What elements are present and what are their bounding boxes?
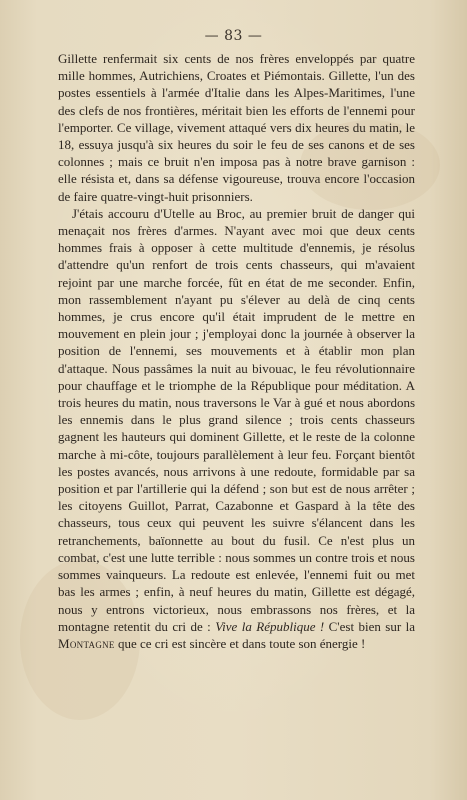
paragraph-2-text-cont: C'est bien sur la <box>324 618 415 634</box>
paragraph-2 <box>58 205 415 652</box>
page-number: — 83 — <box>204 28 263 44</box>
paragraph-2-text-end: que ce cri est sincère et dans toute son énergie ! <box>114 635 366 651</box>
paragraph-2-small-caps-word: Montagne <box>58 635 115 651</box>
paragraph-2-italic-exclamation: Vive la République ! <box>215 618 325 634</box>
body-text <box>58 50 415 652</box>
paragraph-2-text: J'étais accouru d'Utelle au Broc, au premier bruit de danger qui menaçait nos frères d'armes. N'ayant avec moi que deux cents hommes frais à opposer à cette multitude d'ennemis, je résolus d'attendre qu'un renfort de trois cents chasseurs, qui m'avaient rejoint par une marche forcée, fût en état de me seconder. Enfin, mon rassemblement n'ayant pu s'élever au delà de cinq cents hommes, je crus encore qu'il était imprudent de le mettre en mouvement en plein jour ; j'employai donc la journée à observer la position de l'ennemi, ses mouvements et à établir mon plan d'attaque. Nous passâmes la nuit au bivouac, le feu révolutionnaire pour chauffage et le triomphe de la République pour méditation. A trois heures du matin, nous traversons le Var à gué et nous abordons les ennemis dans le plus grand silence ; trois cents chasseurs gagnent les hauteurs qui dominent Gillette, et le reste de la colonne marche à mi-côte, toujours parallèlement à leur feu. Forçant bientôt les postes avancés, nous arrivons à une redoute, formidable par sa position et par l'artillerie qui la défend ; son but est de nous arrêter ; les citoyens Guillot, Parrat, Cazabonne et Gaspard à la tête des chasseurs, tous ceux qui peuvent les suivre s'élancent dans les retranchements, baïonnette au bout du fusil. Ce n'est plus un combat, c'est une lutte terrible : nous sommes un contre trois et nous sommes vainqueurs. La redoute est enlevée, l'ennemi fuit ou met bas les armes ; enfin, à neuf heures du matin, Gillette est dégagé, nous y entrons victorieux, nous embrassons nos frères, et la montagne retentit du cri de : <box>58 205 415 634</box>
paragraph-1-text: Gillette renfermait six cents de nos frères enveloppés par quatre mille hommes, Autrichiens, Croates et Piémontais. Gillette, l'un des postes essentiels à l'armée d'Italie dans les Alpes-Maritimes, l'une des clefs de nos frontières, méritait bien les efforts de l'ennemi pour l'emporter. Ce village, vivement attaqué vers dix heures du matin, le 18, essuya jusqu'à six heures du soir le feu de ses canons et de ses colonnes ; mais ce bruit n'en imposa pas à notre brave garnison : elle résista et, dans sa défense vigoureuse, trouva encore l'occasion de faire quatre-vingt-huit prisonniers. <box>58 51 415 204</box>
paragraph-1 <box>58 50 415 205</box>
